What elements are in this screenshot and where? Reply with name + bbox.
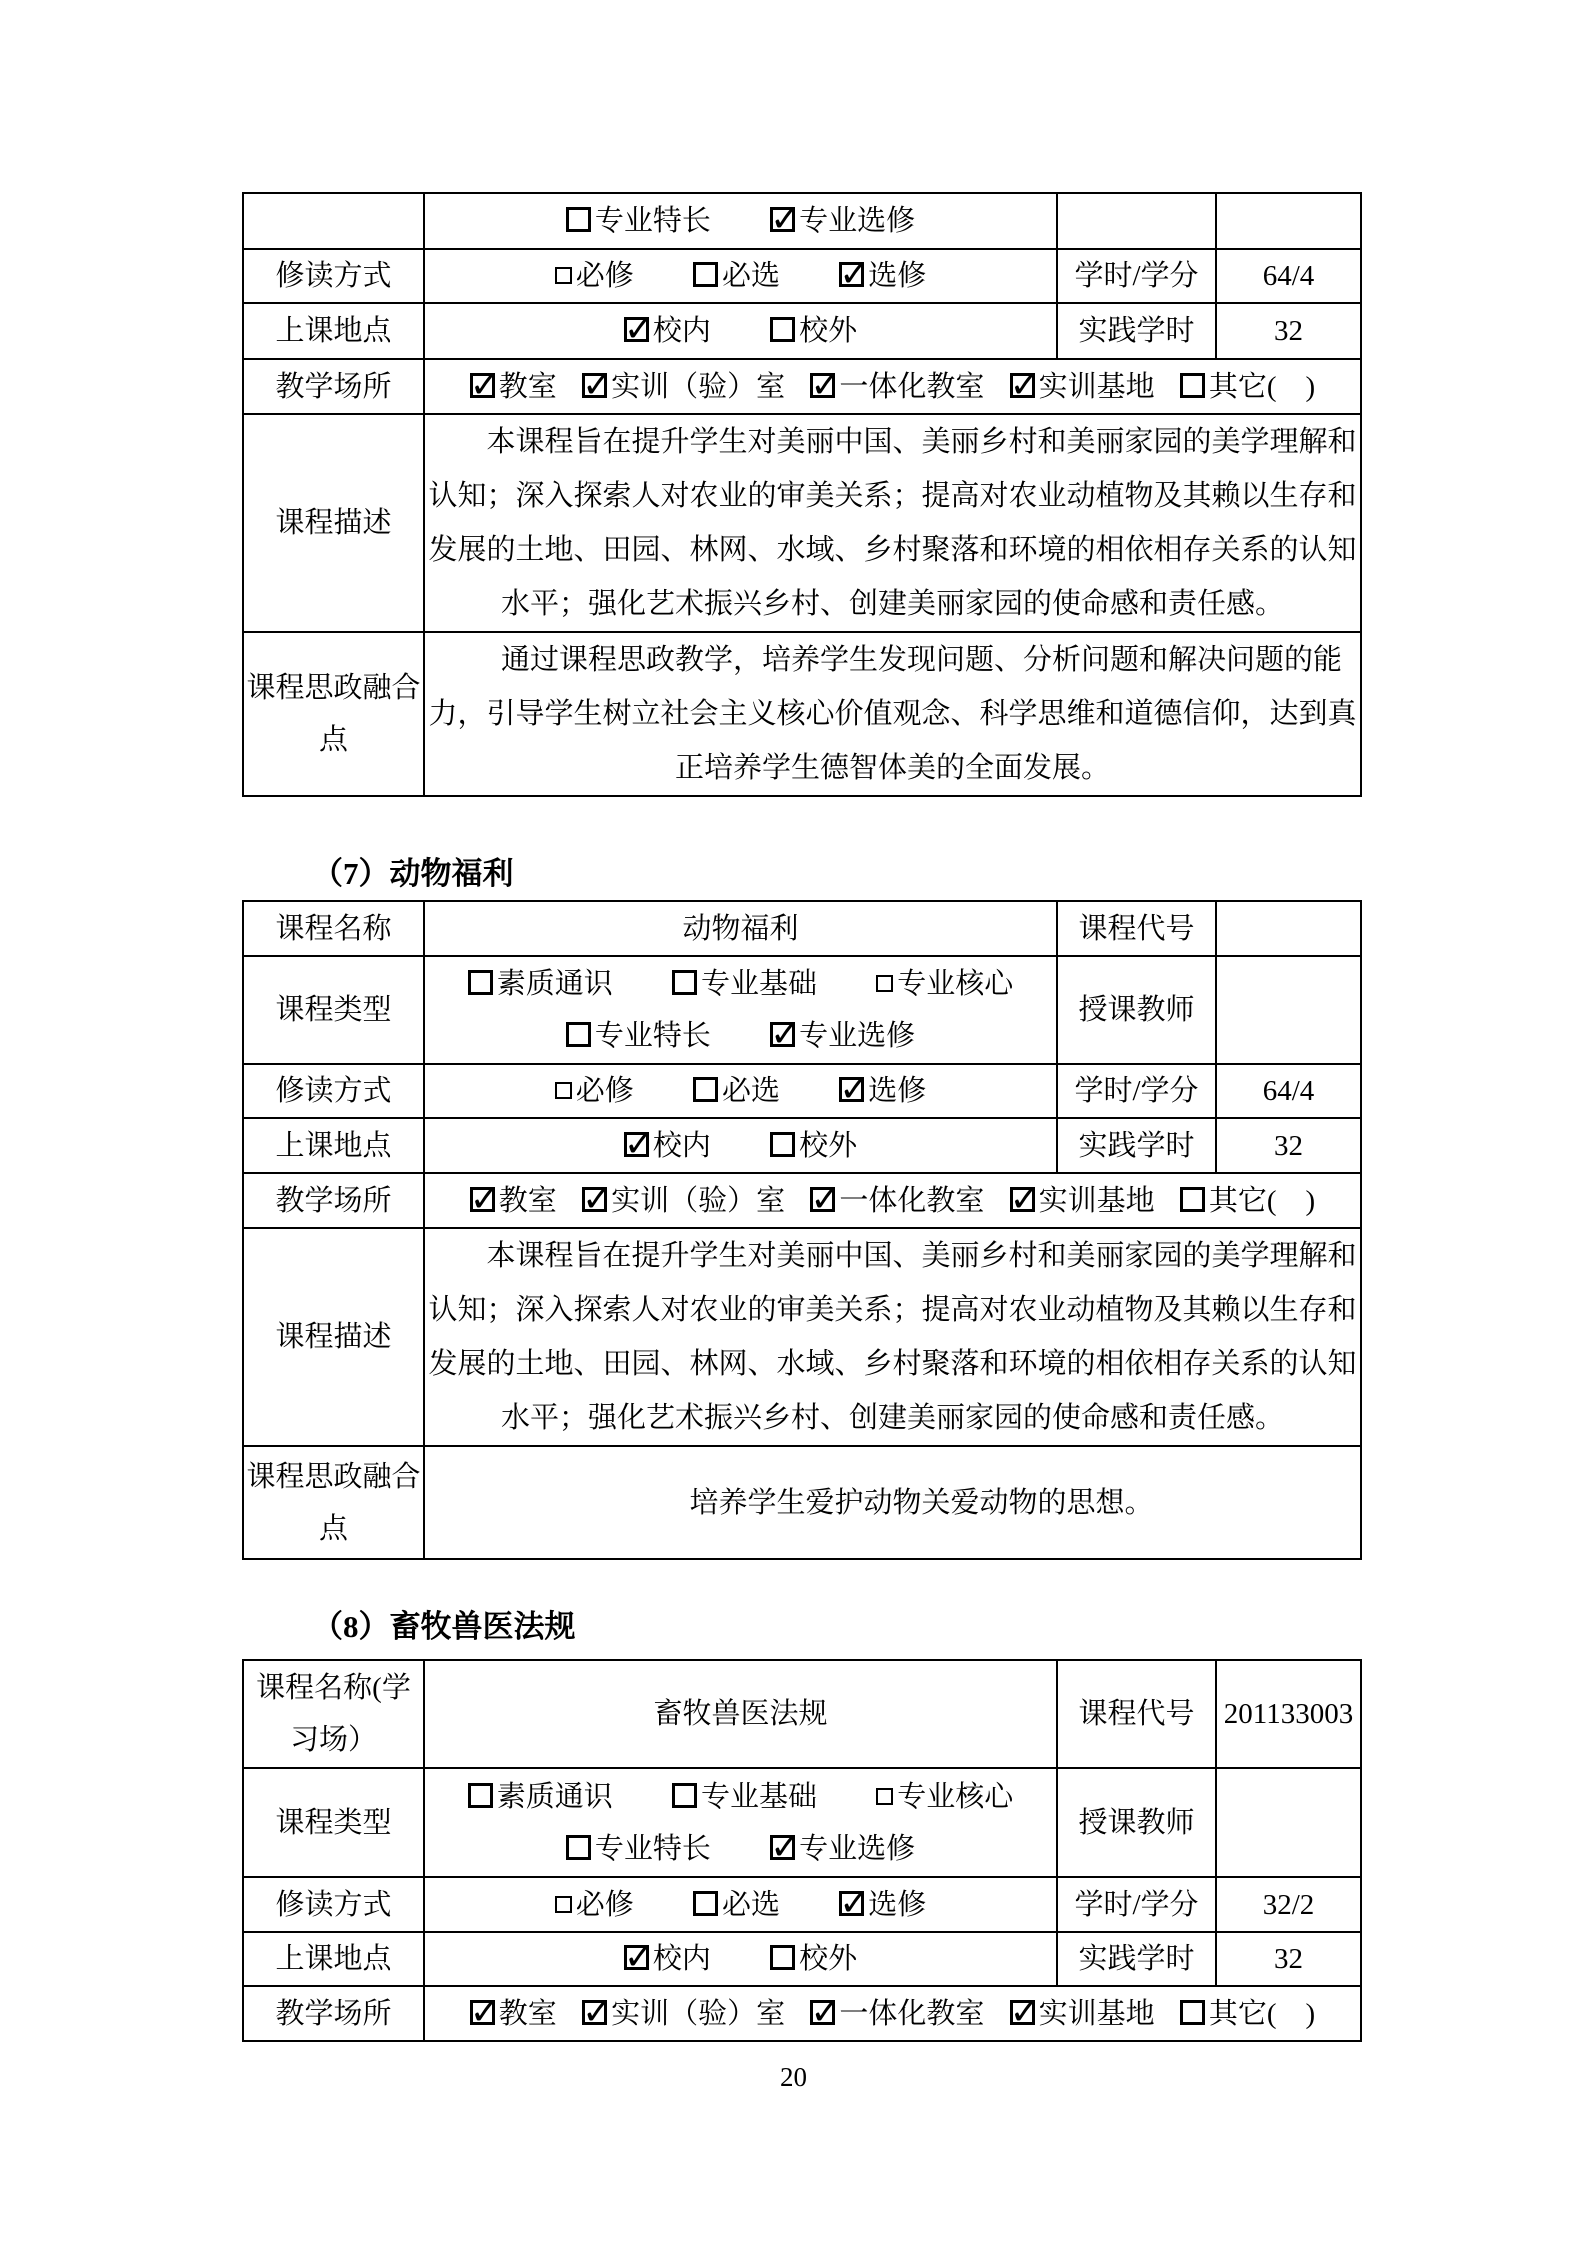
option-required [555,250,634,302]
option-label: 校外 [799,1129,858,1162]
option-required [555,1879,634,1931]
option-label: 专业核心 [897,1780,1014,1813]
study-mode-options [424,249,1057,303]
course-type-line-2 [425,1823,1056,1875]
checkbox-elective-icon [839,262,864,287]
checkbox-required-icon [555,1896,572,1913]
option-on-campus [624,1933,711,1985]
option-label: 一体化教室 [839,1184,985,1217]
label-teacher: 授课教师 [1057,956,1216,1064]
checkbox-elective-icon [839,1077,864,1102]
checkbox-training-base-icon [1010,1187,1035,1212]
checkbox-major-foundation-icon [672,1783,697,1808]
checkbox-other-icon [1180,1187,1205,1212]
option-compulsory-choice [693,250,780,302]
section-heading-7: （7）动物福利 [312,856,514,891]
ideology-text: 培养学生爱护动物关爱动物的思想。 [689,1486,1154,1519]
course-desc-text: 本课程旨在提升学生对美丽中国、美丽乡村和美丽家园的美学理解和认知；深入探索人对农业的审美关系；提高对农业动植物及其赖以生存和发展的土地、田园、林网、水域、乡村聚落和环境的相依相存关系的认知水平；强化艺术振兴乡村、创建美丽家园的使命感和责任感。 [428,1240,1357,1434]
row-label-ideology: 课程思政融合点 [243,1446,424,1559]
checkbox-off-campus-icon [770,1132,795,1157]
empty-label-cell [243,193,424,249]
option-off-campus [770,305,857,357]
checkbox-major-specialty-icon [566,207,591,232]
option-elective [839,1879,926,1931]
option-quality-general [468,1771,613,1823]
option-label: 必选 [721,1075,780,1107]
checkbox-compulsory-choice-icon [693,1891,718,1916]
row-label-teaching-place: 教学场所 [243,1173,424,1228]
checkbox-compulsory-choice-icon [693,262,718,287]
option-label: 教室 [498,1184,557,1217]
teacher-value [1216,956,1361,1064]
location-options [424,1932,1057,1986]
option-label: 实训（验）室 [611,1997,786,2030]
checkbox-major-specialty-icon [566,1022,591,1047]
course-type-options-continued [424,193,1057,249]
course-table-regulations [242,1659,1362,2042]
course-desc-cell [424,414,1361,632]
row-label-study-mode: 修读方式 [243,249,424,303]
option-label: 专业特长 [594,1832,711,1865]
option-classroom [470,1175,557,1227]
option-label: 教室 [498,370,557,403]
label-practice-hours: 实践学时 [1057,1118,1216,1173]
option-label: 一体化教室 [839,1997,985,2030]
teacher-value [1216,1768,1361,1877]
option-label: 实训（验）室 [611,370,786,403]
teaching-place-options [424,359,1361,414]
teaching-place-options [424,1986,1361,2041]
option-label: 必选 [721,260,780,292]
option-label: 教室 [498,1997,557,2030]
hours-credit-value: 32/2 [1216,1877,1361,1932]
checkbox-integrated-classroom-icon [810,2000,835,2025]
teaching-place-options [424,1173,1361,1228]
ideology-cell [424,1446,1361,1559]
course-type-options [424,956,1057,1064]
option-label: 其它( ) [1208,370,1316,403]
checkbox-classroom-icon [470,373,495,398]
course-desc-cell [424,1228,1361,1446]
label-practice-hours: 实践学时 [1057,303,1216,359]
row-label-ideology: 课程思政融合点 [243,632,424,796]
option-label: 实训基地 [1038,1184,1155,1217]
option-training-base [1010,1988,1155,2040]
option-other [1180,1988,1315,2040]
location-options [424,303,1057,359]
checkbox-training-base-icon [1010,2000,1035,2025]
option-label: 素质通识 [496,968,613,1000]
row-label-course-type: 课程类型 [243,956,424,1064]
checkbox-major-elective-icon [770,1022,795,1047]
course-type-line-2 [425,1010,1056,1062]
option-off-campus [770,1120,857,1172]
option-major-foundation [672,1771,817,1823]
checkbox-other-icon [1180,373,1205,398]
label-hours-credit: 学时/学分 [1057,249,1216,303]
option-label: 选修 [868,1075,927,1107]
practice-hours-value: 32 [1216,1932,1361,1986]
label-practice-hours: 实践学时 [1057,1932,1216,1986]
label-course-code: 课程代号 [1057,1660,1216,1768]
option-other [1180,1175,1315,1227]
option-on-campus [624,305,711,357]
ideology-text: 通过课程思政教学，培养学生发现问题、分析问题和解决问题的能力，引导学生树立社会主义核心价值观念、科学思维和道德信仰，达到真正培养学生德智体美的全面发展。 [428,644,1357,784]
option-compulsory-choice [693,1879,780,1931]
option-major-specialty [566,195,711,247]
option-label: 实训基地 [1038,1997,1155,2030]
option-label: 其它( ) [1208,1997,1316,2030]
checkbox-major-core-icon [876,975,893,992]
checkbox-off-campus-icon [770,1945,795,1970]
label-hours-credit: 学时/学分 [1057,1064,1216,1118]
option-training-base [1010,361,1155,413]
checkbox-integrated-classroom-icon [810,1187,835,1212]
row-label-teaching-place: 教学场所 [243,359,424,414]
row-label-teaching-place: 教学场所 [243,1986,424,2041]
option-label: 其它( ) [1208,1184,1316,1217]
page-number: 20 [780,2062,807,2092]
option-label: 选修 [868,260,927,292]
course-type-line-1 [425,958,1056,1010]
course-type-line-1 [425,1771,1056,1823]
checkbox-classroom-icon [470,2000,495,2025]
option-label: 必修 [575,260,634,292]
option-major-elective [770,1823,915,1875]
option-label: 实训（验）室 [611,1184,786,1217]
checkbox-integrated-classroom-icon [810,373,835,398]
checkbox-quality-general-icon [468,970,493,995]
option-major-foundation [672,958,817,1010]
row-label-study-mode: 修读方式 [243,1877,424,1932]
course-table-continuation [242,192,1362,797]
option-integrated-classroom [810,1175,984,1227]
option-label: 校内 [652,315,711,347]
checkbox-on-campus-icon [624,1945,649,1970]
row-label-location: 上课地点 [243,303,424,359]
option-classroom [470,361,557,413]
option-training-lab [582,1175,785,1227]
ideology-cell [424,632,1361,796]
option-major-core [876,1771,1013,1823]
option-integrated-classroom [810,361,984,413]
option-label: 实训基地 [1038,370,1155,403]
checkbox-major-specialty-icon [566,1835,591,1860]
row-label-course-name: 课程名称 [243,901,424,956]
checkbox-classroom-icon [470,1187,495,1212]
option-compulsory-choice [693,1065,780,1117]
option-major-core [876,958,1013,1010]
checkbox-training-lab-icon [582,1187,607,1212]
row-label-course-desc: 课程描述 [243,1228,424,1446]
label-teacher: 授课教师 [1057,1768,1216,1877]
option-label: 校外 [799,1943,858,1975]
checkbox-other-icon [1180,2000,1205,2025]
option-required [555,1065,634,1117]
option-elective [839,1065,926,1117]
checkbox-on-campus-icon [624,1132,649,1157]
option-training-lab [582,1988,785,2040]
row-label-course-type: 课程类型 [243,1768,424,1877]
option-off-campus [770,1933,857,1985]
option-label: 校内 [652,1943,711,1975]
course-desc-text: 本课程旨在提升学生对美丽中国、美丽乡村和美丽家园的美学理解和认知；深入探索人对农业的审美关系；提高对农业动植物及其赖以生存和发展的土地、田园、林网、水域、乡村聚落和环境的相依相存关系的认知水平；强化艺术振兴乡村、创建美丽家园的使命感和责任感。 [428,426,1357,620]
option-label: 专业特长 [594,205,711,237]
option-elective [839,250,926,302]
option-major-specialty [566,1823,711,1875]
option-label: 必选 [721,1888,780,1921]
option-label: 专业核心 [897,968,1014,1000]
checkbox-compulsory-choice-icon [693,1077,718,1102]
study-mode-options [424,1877,1057,1932]
option-training-base [1010,1175,1155,1227]
checkbox-required-icon [555,1082,572,1099]
option-major-specialty [566,1010,711,1062]
option-label: 专业选修 [799,205,916,237]
checkbox-training-lab-icon [582,2000,607,2025]
label-course-code: 课程代号 [1057,901,1216,956]
hours-credit-value: 64/4 [1216,249,1361,303]
checkbox-elective-icon [839,1891,864,1916]
checkbox-major-elective-icon [770,1835,795,1860]
option-label: 专业选修 [799,1020,916,1052]
course-code-value [1216,901,1361,956]
row-label-course-desc: 课程描述 [243,414,424,632]
checkbox-training-base-icon [1010,373,1035,398]
study-mode-options [424,1064,1057,1118]
row-label-study-mode: 修读方式 [243,1064,424,1118]
course-code-value: 201133003 [1216,1660,1361,1768]
checkbox-on-campus-icon [624,317,649,342]
empty-cell [1216,193,1361,249]
course-table-animal-welfare [242,900,1362,1560]
option-label: 专业选修 [799,1832,916,1865]
option-major-elective [770,195,915,247]
option-on-campus [624,1120,711,1172]
section-heading-8: （8）畜牧兽医法规 [312,1609,576,1644]
course-name-value: 动物福利 [424,901,1057,956]
checkbox-off-campus-icon [770,317,795,342]
checkbox-major-foundation-icon [672,970,697,995]
location-options [424,1118,1057,1173]
checkbox-major-core-icon [876,1788,893,1805]
option-label: 选修 [868,1888,927,1921]
label-hours-credit: 学时/学分 [1057,1877,1216,1932]
course-name-value: 畜牧兽医法规 [424,1660,1057,1768]
option-label: 必修 [575,1075,634,1107]
option-label: 一体化教室 [839,370,985,403]
row-label-course-name-learning-field: 课程名称(学习场） [243,1660,424,1768]
option-label: 校外 [799,315,858,347]
checkbox-major-elective-icon [770,207,795,232]
row-label-location: 上课地点 [243,1932,424,1986]
option-label: 校内 [652,1129,711,1162]
option-quality-general [468,958,613,1010]
checkbox-required-icon [555,267,572,284]
checkbox-training-lab-icon [582,373,607,398]
empty-cell [1057,193,1216,249]
practice-hours-value: 32 [1216,1118,1361,1173]
option-other [1180,361,1315,413]
course-type-options [424,1768,1057,1877]
option-major-elective [770,1010,915,1062]
option-training-lab [582,361,785,413]
hours-credit-value: 64/4 [1216,1064,1361,1118]
checkbox-quality-general-icon [468,1783,493,1808]
option-label: 专业基础 [700,968,817,1000]
row-label-location: 上课地点 [243,1118,424,1173]
option-label: 专业特长 [594,1020,711,1052]
option-integrated-classroom [810,1988,984,2040]
option-label: 必修 [575,1888,634,1921]
option-classroom [470,1988,557,2040]
option-label: 专业基础 [700,1780,817,1813]
option-label: 素质通识 [496,1780,613,1813]
practice-hours-value: 32 [1216,303,1361,359]
